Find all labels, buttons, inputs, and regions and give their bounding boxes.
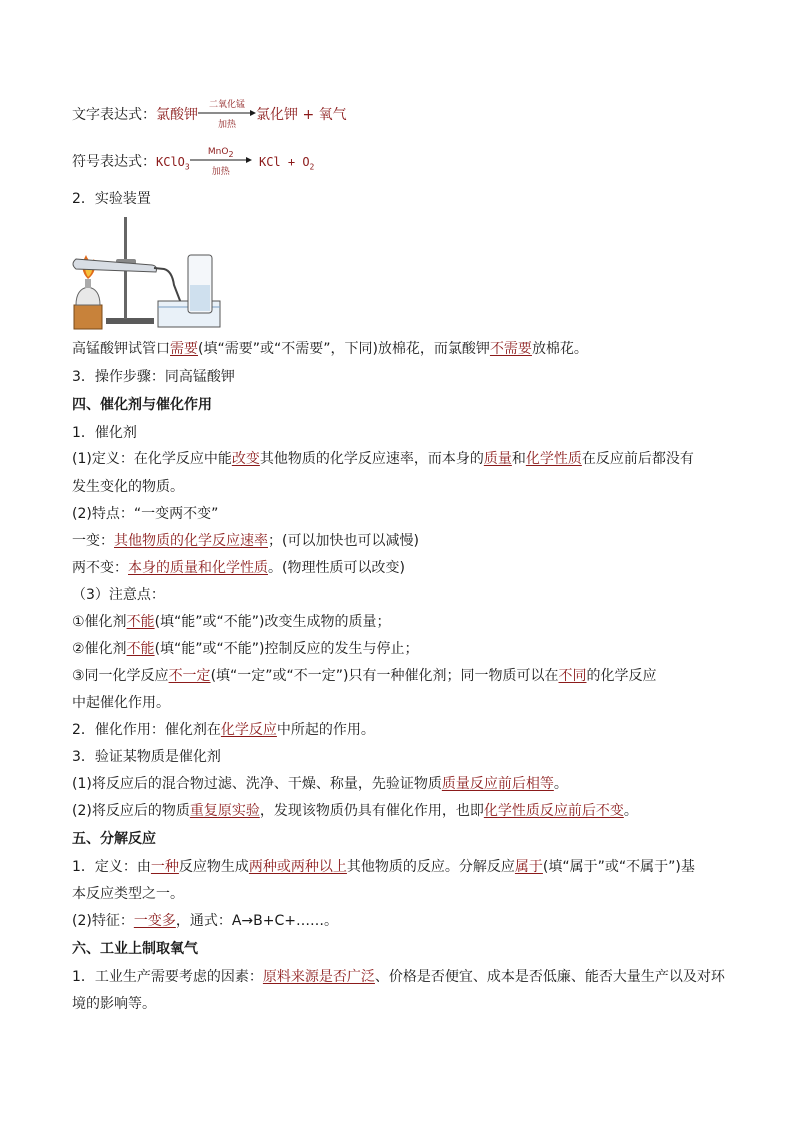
answer-blank: 一变多 (133, 913, 176, 929)
text: 2．催化作用：催化剂在 (72, 722, 221, 738)
text: ③同一化学反应 (72, 668, 169, 684)
definition-line (72, 450, 694, 468)
symbol-eq-products (252, 155, 315, 172)
arrow-condition-top: 二氧化锰 (208, 100, 245, 110)
answer-blank: 化学性质 (525, 451, 582, 467)
answer-blank: 属于 (514, 859, 543, 875)
catalyst-formula: MnO (207, 147, 229, 157)
text: 和 (511, 451, 526, 467)
text: (2)将反应后的物质 (72, 803, 190, 819)
text: 的化学反应 (586, 668, 657, 684)
word-eq-label: 文字表达式： (72, 107, 156, 123)
steps-line: 3．操作步骤：同高锰酸钾 (72, 369, 235, 385)
note-3 (72, 667, 657, 685)
text: (填“能”或“不能”)改变生成物的质量； (154, 614, 391, 630)
products-subscript: 2 (309, 162, 315, 172)
answer-blank: 不一定 (168, 668, 211, 684)
reactant-subscript: 3 (184, 162, 190, 172)
symbol-eq-label: 符号表达式： (72, 154, 156, 170)
answer-blank: 改变 (231, 451, 260, 467)
feature-line: (2)特点：“一变两不变” (72, 506, 219, 522)
note-1 (72, 613, 391, 631)
wood-block (74, 305, 102, 329)
symbol-equation (72, 147, 315, 177)
reaction-arrow-2 (190, 147, 252, 177)
text: ，通式：A→B+C+……。 (175, 913, 338, 929)
text: ①催化剂 (72, 614, 127, 630)
text: 中所起的作用。 (276, 722, 375, 738)
text: (填“一定”或“不一定”)只有一种催化剂；同一物质可以在 (210, 668, 559, 684)
text: 反应物生成 (178, 859, 249, 875)
answer-blank: 原料来源是否广泛 (262, 969, 375, 985)
text: 。(物理性质可以改变) (268, 560, 405, 576)
text: 高锰酸钾试管口 (72, 341, 170, 357)
apparatus-heading: 2．实验装置 (72, 191, 151, 207)
symbol-eq-reactant (156, 155, 190, 172)
catalyst-subheading: 1．催化剂 (72, 425, 137, 441)
answer-blank: 两种或两种以上 (248, 859, 347, 875)
answer-blank: 化学性质反应前后不变 (483, 803, 624, 819)
verify-heading: 3．验证某物质是催化剂 (72, 749, 221, 765)
section-5-title: 五、分解反应 (72, 831, 156, 847)
reaction-arrow (198, 100, 256, 130)
catalysis-line (72, 721, 375, 739)
answer-blank: 不同 (558, 668, 587, 684)
one-change-line (72, 532, 419, 550)
stand-base (106, 318, 154, 324)
decomposition-def-2: 本反应类型之一。 (72, 886, 184, 902)
text: 其他物质的化学反应速率，而本身的 (259, 451, 484, 467)
answer-blank: 质量 (483, 451, 512, 467)
answer-blank: 本身的质量和化学性质 (128, 560, 268, 576)
answer-blank: 其他物质的化学反应速率 (114, 533, 268, 549)
answer-blank: 需要 (170, 341, 198, 357)
text: 1．定义：由 (72, 859, 151, 875)
answer-blank: 化学反应 (220, 722, 277, 738)
jar-water (190, 285, 210, 311)
word-eq-reactant: 氯酸钾 (156, 107, 198, 123)
section-6-title: 六、工业上制取氧气 (72, 941, 198, 957)
text: ②催化剂 (72, 641, 127, 657)
text: ，发现该物质仍具有催化作用，也即 (259, 803, 484, 819)
text: 在反应前后都没有 (581, 451, 694, 467)
arrow-catalyst (190, 143, 252, 164)
text: 。 (553, 776, 568, 792)
note-3-cont: 中起催化作用。 (72, 695, 170, 711)
text: (2)特征： (72, 913, 134, 929)
word-eq-products: 氯化钾 + 氧气 (256, 107, 347, 123)
notes-heading: （3）注意点： (72, 587, 165, 603)
answer-blank: 一种 (150, 859, 179, 875)
section-4-title: 四、催化剂与催化作用 (72, 397, 212, 413)
products-formula: KCl + O (258, 155, 310, 169)
text: ；(可以加快也可以减慢) (268, 533, 419, 549)
lamp-wick (85, 279, 91, 288)
industry-line (72, 968, 725, 986)
arrow-condition-bottom: 加热 (211, 167, 230, 177)
text: (填“需要”或“不需要”，下同)放棉花，而氯酸钾 (198, 341, 490, 357)
decomposition-def (72, 858, 695, 876)
verify-1 (72, 775, 568, 793)
reactant-formula: KClO (156, 155, 185, 169)
text: 两不变： (72, 560, 128, 576)
text: 。 (623, 803, 638, 819)
cotton-line (72, 340, 588, 358)
note-2 (72, 640, 419, 658)
text: 一变： (72, 533, 114, 549)
answer-blank: 不需要 (489, 341, 532, 357)
text: 1．工业生产需要考虑的因素： (72, 969, 263, 985)
word-equation (72, 100, 347, 130)
answer-blank: 重复原实验 (189, 803, 260, 819)
answer-blank: 不能 (126, 614, 155, 630)
definition-line-2: 发生变化的物质。 (72, 479, 184, 495)
text: (1)定义：在化学反应中能 (72, 451, 232, 467)
answer-blank: 质量反应前后相等 (441, 776, 554, 792)
industry-line-2: 境的影响等。 (72, 996, 156, 1012)
catalyst-subscript: 2 (228, 149, 234, 159)
apparatus-image (72, 215, 224, 330)
two-unchanged-line (72, 559, 405, 577)
text: 放棉花。 (531, 341, 588, 357)
text: (填“能”或“不能”)控制反应的发生与停止； (154, 641, 419, 657)
text: (填“属于”或“不属于”)基 (542, 859, 695, 875)
text: 、价格是否便宜、成本是否低廉、能否大量生产以及对环 (374, 969, 725, 985)
decomposition-feature (72, 912, 338, 930)
verify-2 (72, 802, 638, 820)
text: (1)将反应后的混合物过滤、洗净、干燥、称量，先验证物质 (72, 776, 442, 792)
arrow-condition-bottom: 加热 (217, 120, 236, 130)
alcohol-lamp (76, 287, 100, 305)
answer-blank: 不能 (126, 641, 155, 657)
text: 其他物质的反应。分解反应 (346, 859, 515, 875)
